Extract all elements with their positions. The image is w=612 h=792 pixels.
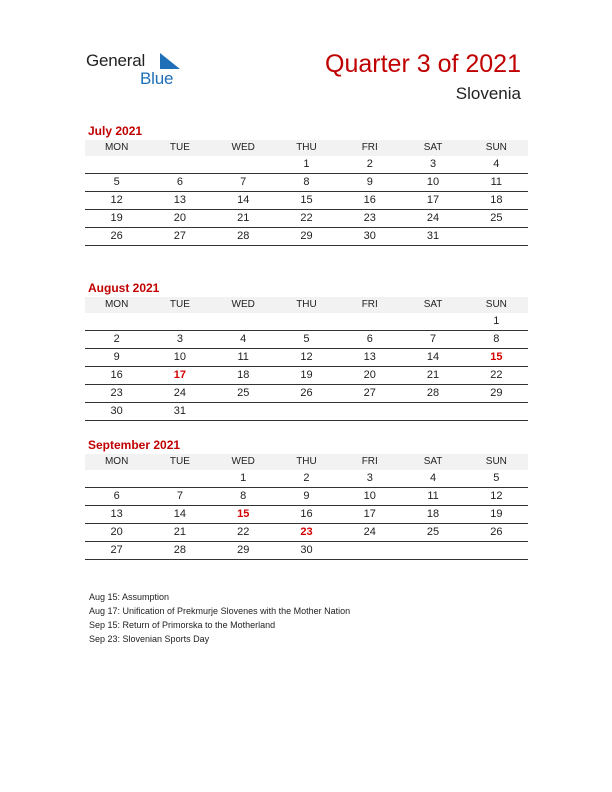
month-title: August 2021: [88, 281, 160, 295]
day-cell: 31: [148, 403, 211, 421]
week-row: [85, 488, 528, 506]
day-cell: 8: [465, 331, 528, 349]
weekday-header: TUE: [148, 297, 211, 313]
day-cell: 13: [338, 349, 401, 367]
weekday-header: FRI: [338, 454, 401, 470]
day-cell: 21: [212, 210, 275, 228]
day-cell: 18: [465, 192, 528, 210]
logo-triangle-icon: [160, 53, 180, 69]
day-cell: 3: [338, 470, 401, 488]
day-cell: 10: [401, 174, 464, 192]
day-cell: 16: [85, 367, 148, 385]
day-cell: 17: [148, 367, 211, 385]
week-row: [85, 174, 528, 192]
day-cell: 16: [338, 192, 401, 210]
day-cell: 11: [212, 349, 275, 367]
day-cell: 24: [148, 385, 211, 403]
empty-day-cell: [85, 156, 148, 174]
day-cell: 30: [338, 228, 401, 246]
empty-day-cell: [465, 403, 528, 421]
holiday-note: Sep 23: Slovenian Sports Day: [89, 634, 210, 644]
day-cell: 12: [85, 192, 148, 210]
empty-day-cell: [338, 542, 401, 560]
weekday-header: SAT: [401, 297, 464, 313]
day-cell: 12: [275, 349, 338, 367]
empty-day-cell: [148, 470, 211, 488]
day-cell: 2: [275, 470, 338, 488]
day-cell: 11: [401, 488, 464, 506]
day-cell: 9: [85, 349, 148, 367]
day-cell: 15: [212, 506, 275, 524]
logo-blue-text: Blue: [140, 69, 174, 88]
month-september: [85, 436, 528, 560]
day-cell: 28: [148, 542, 211, 560]
day-cell: 8: [212, 488, 275, 506]
day-cell: 10: [148, 349, 211, 367]
week-row: [85, 210, 528, 228]
day-cell: 25: [212, 385, 275, 403]
day-cell: 28: [401, 385, 464, 403]
day-cell: 7: [148, 488, 211, 506]
logo: [86, 51, 196, 91]
day-cell: 22: [465, 367, 528, 385]
weekday-header: WED: [212, 140, 275, 156]
day-cell: 14: [401, 349, 464, 367]
logo-general-text: General: [86, 51, 146, 70]
weekday-header: FRI: [338, 297, 401, 313]
week-row: [85, 403, 528, 421]
empty-day-cell: [338, 313, 401, 331]
day-cell: 3: [401, 156, 464, 174]
empty-day-cell: [85, 313, 148, 331]
empty-day-cell: [401, 313, 464, 331]
calendar-table: [85, 140, 528, 246]
day-cell: 6: [148, 174, 211, 192]
day-cell: 14: [212, 192, 275, 210]
day-cell: 8: [275, 174, 338, 192]
day-cell: 30: [85, 403, 148, 421]
day-cell: 6: [85, 488, 148, 506]
weekday-header: MON: [85, 297, 148, 313]
day-cell: 7: [401, 331, 464, 349]
day-cell: 24: [338, 524, 401, 542]
weekday-header: MON: [85, 454, 148, 470]
day-cell: 26: [465, 524, 528, 542]
holiday-note: Aug 15: Assumption: [89, 592, 170, 602]
day-cell: 23: [275, 524, 338, 542]
day-cell: 25: [465, 210, 528, 228]
day-cell: 2: [338, 156, 401, 174]
week-row: [85, 385, 528, 403]
week-row: [85, 506, 528, 524]
weekday-header-row: [85, 297, 528, 313]
empty-day-cell: [212, 313, 275, 331]
empty-day-cell: [338, 403, 401, 421]
weekday-header: TUE: [148, 454, 211, 470]
week-row: [85, 192, 528, 210]
weekday-header: MON: [85, 140, 148, 156]
week-row: [85, 228, 528, 246]
day-cell: 27: [85, 542, 148, 560]
week-row: [85, 524, 528, 542]
weekday-header-row: [85, 454, 528, 470]
day-cell: 29: [275, 228, 338, 246]
day-cell: 15: [275, 192, 338, 210]
day-cell: 4: [465, 156, 528, 174]
empty-day-cell: [275, 403, 338, 421]
weekday-header: SAT: [401, 140, 464, 156]
day-cell: 13: [85, 506, 148, 524]
day-cell: 5: [465, 470, 528, 488]
week-row: [85, 313, 528, 331]
day-cell: 21: [148, 524, 211, 542]
day-cell: 19: [465, 506, 528, 524]
day-cell: 20: [148, 210, 211, 228]
day-cell: 30: [275, 542, 338, 560]
weekday-header: WED: [212, 454, 275, 470]
holiday-notes: [89, 590, 350, 646]
day-cell: 5: [85, 174, 148, 192]
day-cell: 18: [401, 506, 464, 524]
calendar-table: [85, 454, 528, 560]
empty-day-cell: [212, 156, 275, 174]
day-cell: 20: [85, 524, 148, 542]
weekday-header: SUN: [465, 140, 528, 156]
weekday-header: THU: [275, 454, 338, 470]
page-title: Quarter 3 of 2021: [325, 50, 521, 78]
month-july: [85, 122, 528, 246]
day-cell: 7: [212, 174, 275, 192]
day-cell: 25: [401, 524, 464, 542]
day-cell: 23: [85, 385, 148, 403]
day-cell: 18: [212, 367, 275, 385]
empty-day-cell: [401, 403, 464, 421]
month-title: July 2021: [88, 124, 143, 138]
day-cell: 31: [401, 228, 464, 246]
week-row: [85, 331, 528, 349]
day-cell: 22: [275, 210, 338, 228]
week-row: [85, 542, 528, 560]
weekday-header: WED: [212, 297, 275, 313]
day-cell: 29: [212, 542, 275, 560]
week-row: [85, 349, 528, 367]
empty-day-cell: [465, 542, 528, 560]
day-cell: 21: [401, 367, 464, 385]
day-cell: 14: [148, 506, 211, 524]
empty-day-cell: [465, 228, 528, 246]
day-cell: 4: [401, 470, 464, 488]
empty-day-cell: [148, 156, 211, 174]
day-cell: 1: [212, 470, 275, 488]
weekday-header: THU: [275, 140, 338, 156]
day-cell: 19: [275, 367, 338, 385]
month-title: September 2021: [88, 438, 181, 452]
day-cell: 29: [465, 385, 528, 403]
day-cell: 24: [401, 210, 464, 228]
empty-day-cell: [85, 470, 148, 488]
day-cell: 12: [465, 488, 528, 506]
day-cell: 2: [85, 331, 148, 349]
empty-day-cell: [148, 313, 211, 331]
country-name: Slovenia: [455, 84, 521, 103]
day-cell: 17: [338, 506, 401, 524]
day-cell: 16: [275, 506, 338, 524]
day-cell: 5: [275, 331, 338, 349]
empty-day-cell: [401, 542, 464, 560]
empty-day-cell: [212, 403, 275, 421]
day-cell: 13: [148, 192, 211, 210]
day-cell: 1: [465, 313, 528, 331]
week-row: [85, 156, 528, 174]
day-cell: 17: [401, 192, 464, 210]
month-august: [85, 279, 528, 421]
weekday-header: THU: [275, 297, 338, 313]
day-cell: 26: [275, 385, 338, 403]
day-cell: 20: [338, 367, 401, 385]
day-cell: 11: [465, 174, 528, 192]
day-cell: 27: [338, 385, 401, 403]
week-row: [85, 367, 528, 385]
holiday-note: Sep 15: Return of Primorska to the Motherland: [89, 620, 276, 630]
day-cell: 6: [338, 331, 401, 349]
weekday-header: SUN: [465, 454, 528, 470]
day-cell: 9: [338, 174, 401, 192]
day-cell: 28: [212, 228, 275, 246]
weekday-header: SAT: [401, 454, 464, 470]
week-row: [85, 470, 528, 488]
day-cell: 23: [338, 210, 401, 228]
calendar-table: [85, 297, 528, 421]
day-cell: 9: [275, 488, 338, 506]
weekday-header: TUE: [148, 140, 211, 156]
day-cell: 15: [465, 349, 528, 367]
day-cell: 1: [275, 156, 338, 174]
day-cell: 4: [212, 331, 275, 349]
weekday-header: FRI: [338, 140, 401, 156]
day-cell: 19: [85, 210, 148, 228]
day-cell: 26: [85, 228, 148, 246]
holiday-note: Aug 17: Unification of Prekmurje Slovenes with the Mother Nation: [89, 606, 351, 616]
day-cell: 22: [212, 524, 275, 542]
empty-day-cell: [275, 313, 338, 331]
weekday-header-row: [85, 140, 528, 156]
day-cell: 27: [148, 228, 211, 246]
weekday-header: SUN: [465, 297, 528, 313]
day-cell: 10: [338, 488, 401, 506]
day-cell: 3: [148, 331, 211, 349]
